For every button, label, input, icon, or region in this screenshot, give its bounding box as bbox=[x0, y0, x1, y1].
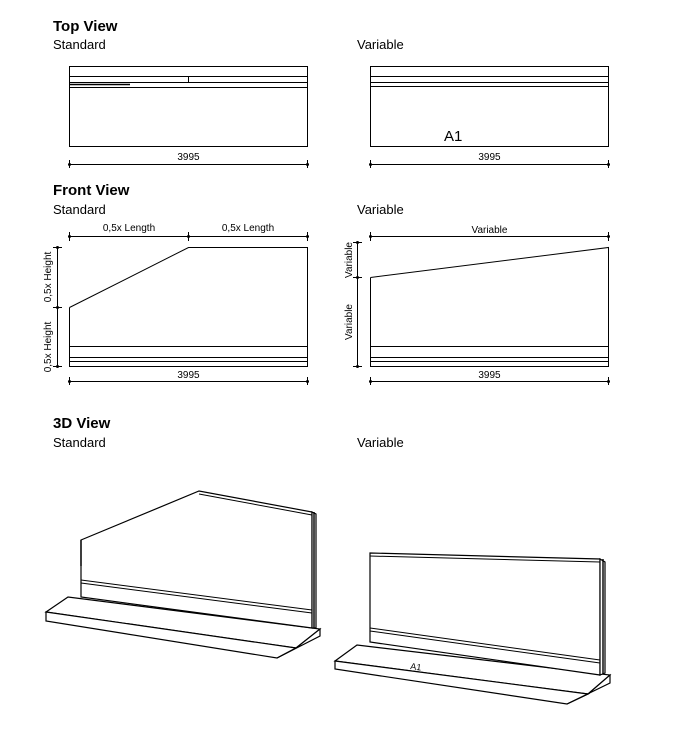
top-view-variable-drawing bbox=[371, 67, 609, 147]
top-standard-dimension bbox=[68, 152, 309, 168]
front-standard-length-text: 3995 bbox=[177, 370, 200, 381]
top-variable-mark-a1: A1 bbox=[444, 128, 463, 145]
front-variable-length-dimension bbox=[369, 370, 610, 385]
3d-variable-mark-a1: A1 bbox=[409, 661, 423, 673]
front-variable-side-dimensions bbox=[344, 241, 362, 368]
top-view-variable-label: Variable bbox=[357, 37, 404, 52]
front-variable-upper-text: Variable bbox=[344, 242, 355, 278]
3d-variable-drawing bbox=[335, 553, 610, 704]
front-view-variable-drawing bbox=[371, 248, 609, 367]
front-standard-half-height-upper: 0,5x Height bbox=[43, 251, 54, 303]
front-standard-half-height-lower: 0,5x Height bbox=[43, 321, 54, 373]
front-view-variable-label: Variable bbox=[357, 202, 404, 217]
front-standard-top-dimensions bbox=[68, 223, 309, 241]
top-standard-length-text: 3995 bbox=[177, 152, 200, 163]
front-view-standard-label: Standard bbox=[53, 202, 106, 217]
front-standard-length-dimension bbox=[68, 370, 309, 385]
front-variable-top-text: Variable bbox=[471, 225, 508, 236]
top-variable-length-text: 3995 bbox=[478, 152, 501, 163]
3d-view-heading: 3D View bbox=[53, 415, 111, 432]
front-variable-length-text: 3995 bbox=[478, 370, 501, 381]
top-view-heading: Top View bbox=[53, 18, 118, 35]
top-variable-dimension bbox=[369, 152, 610, 168]
front-standard-side-dimensions bbox=[43, 246, 62, 372]
3d-view-standard-label: Standard bbox=[53, 435, 106, 450]
top-variable-outline bbox=[371, 67, 609, 147]
top-view-standard-label: Standard bbox=[53, 37, 106, 52]
3d-view-variable-label: Variable bbox=[357, 435, 404, 450]
front-standard-half-length-right: 0,5x Length bbox=[221, 223, 275, 234]
front-view-heading: Front View bbox=[53, 182, 130, 199]
3d-standard-drawing bbox=[46, 491, 320, 658]
front-variable-top-dimension bbox=[369, 225, 610, 241]
top-view-standard-drawing bbox=[70, 67, 308, 147]
front-variable-lower-text: Variable bbox=[344, 304, 355, 340]
front-variable-outline bbox=[371, 248, 609, 367]
front-standard-outline bbox=[70, 248, 308, 367]
front-view-standard-drawing bbox=[70, 248, 308, 367]
front-standard-half-length-left: 0,5x Length bbox=[102, 223, 156, 234]
